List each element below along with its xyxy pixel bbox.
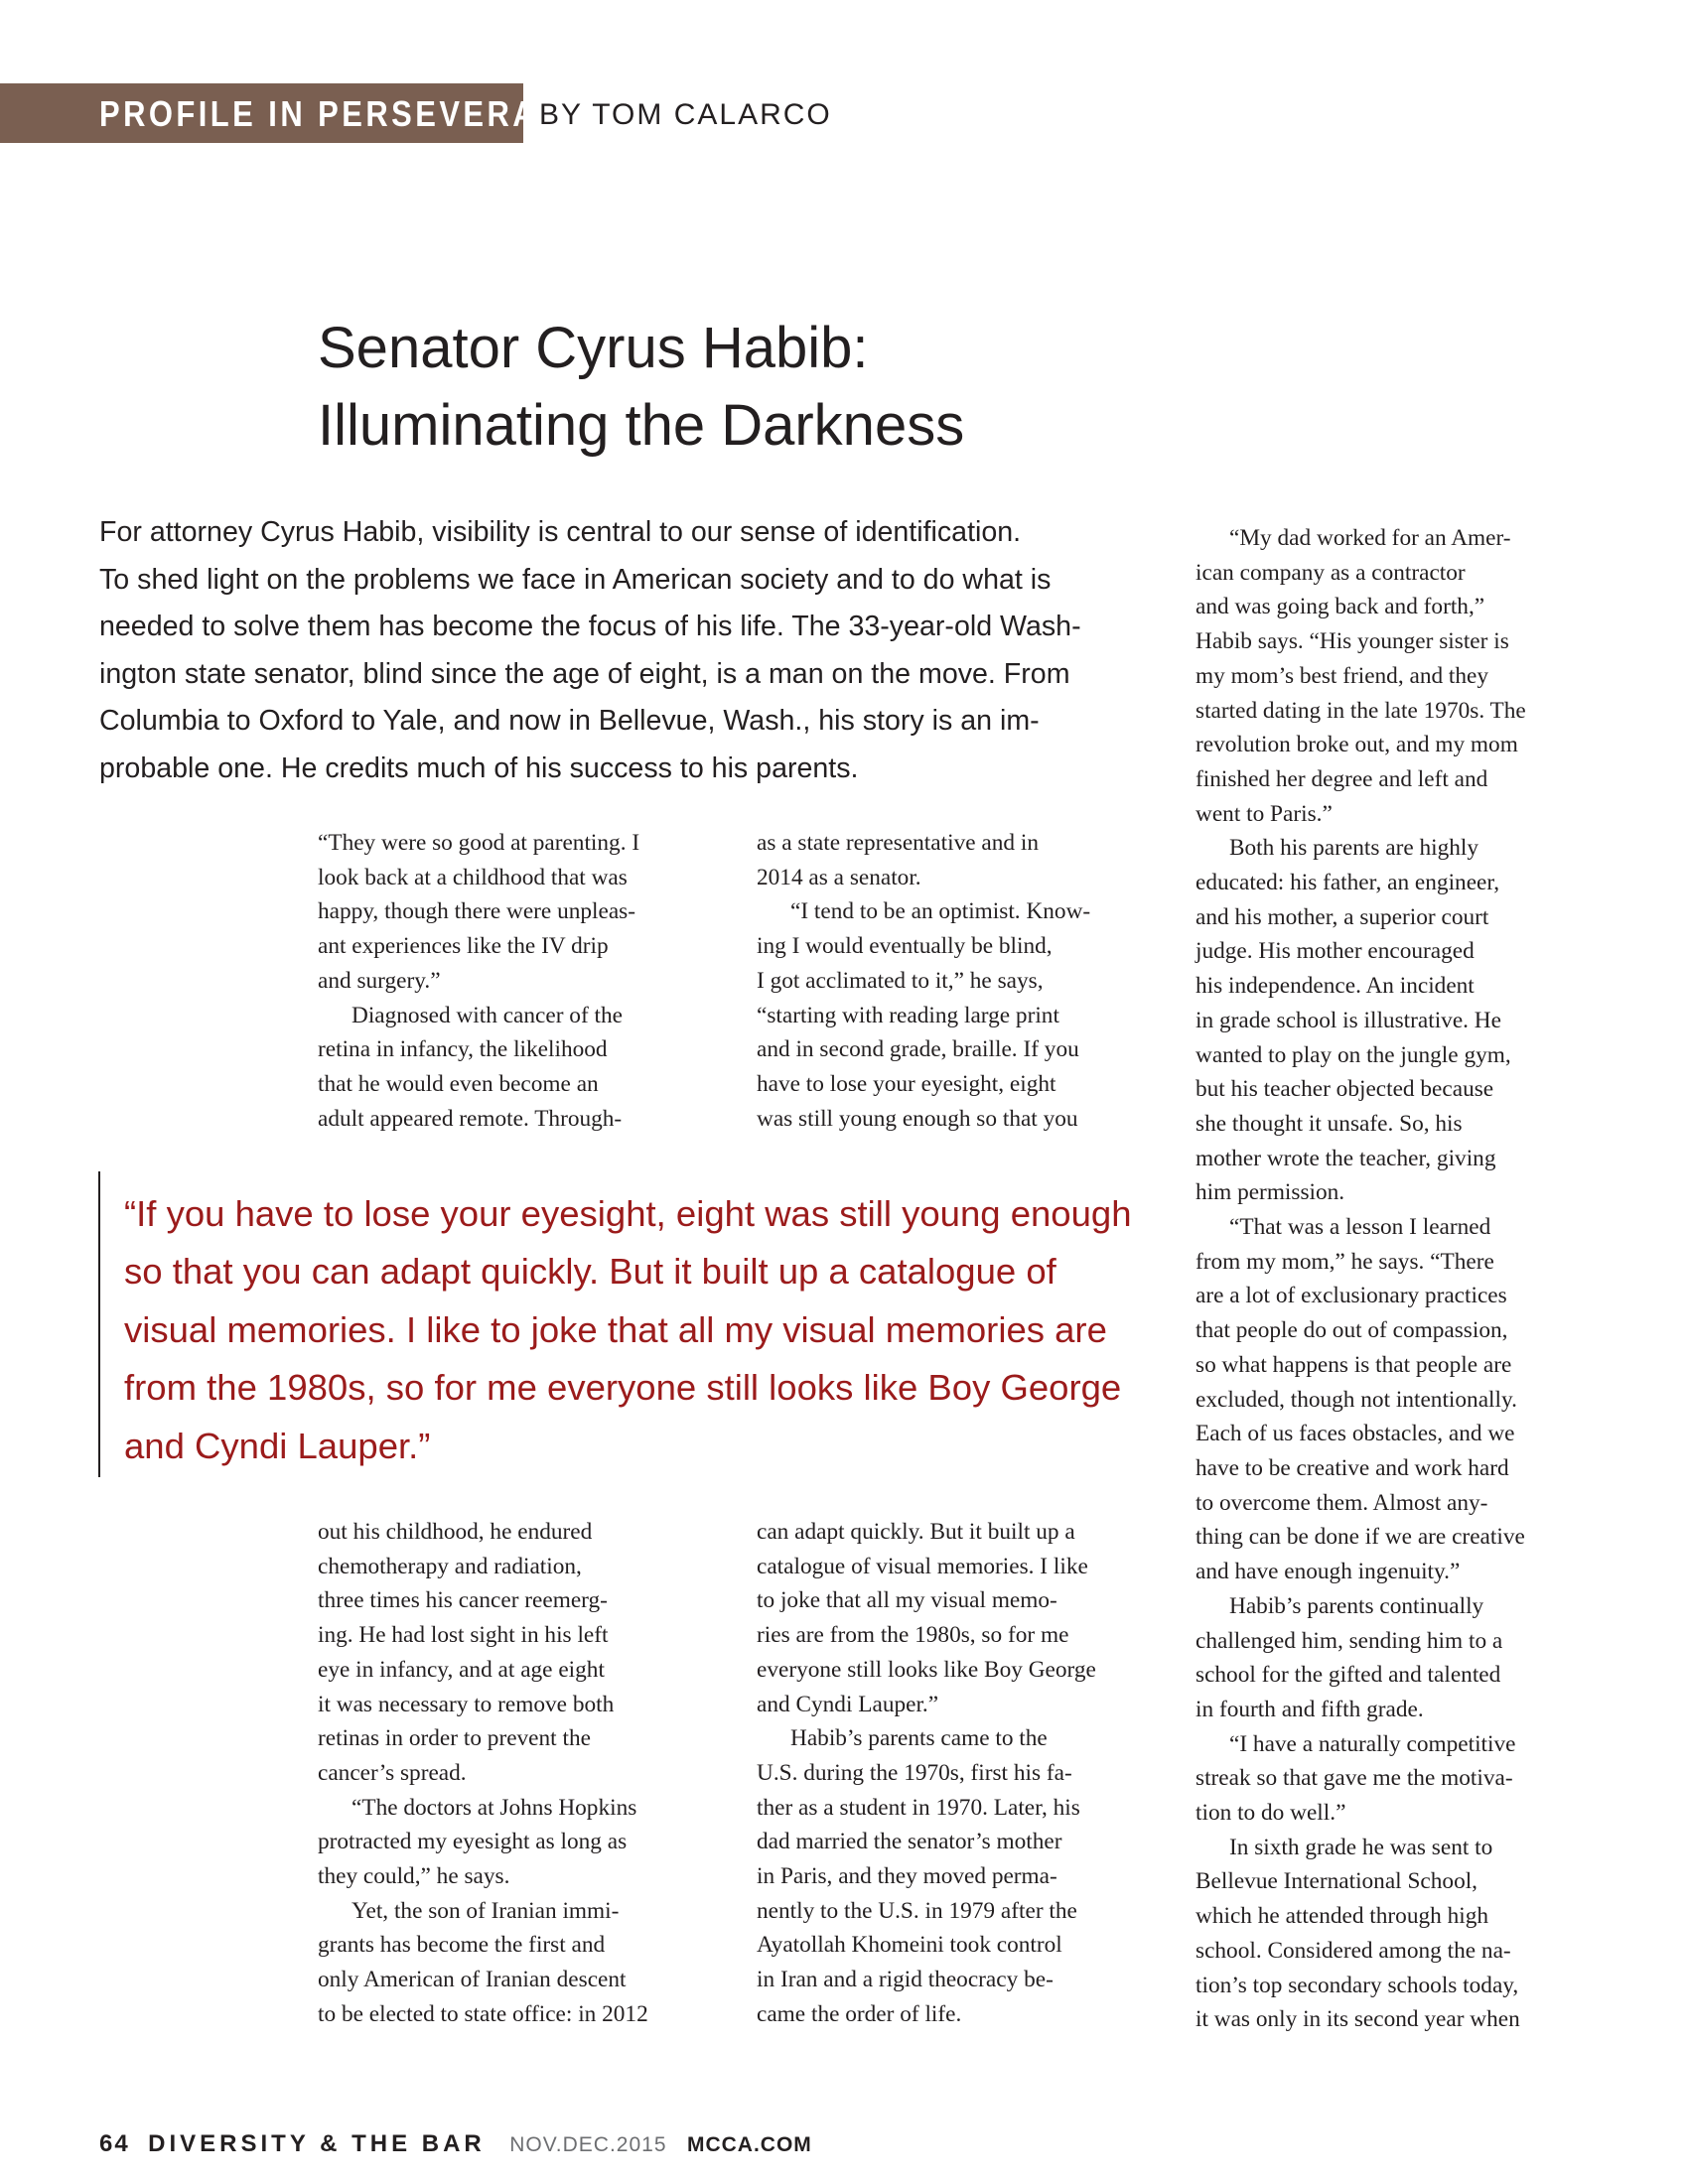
- body-line: have to lose your eyesight, eight: [757, 1070, 1056, 1097]
- body-line: look back at a childhood that was: [318, 864, 628, 890]
- body-line: three times his cancer reemerg-: [318, 1587, 608, 1614]
- body-line: Ayatollah Khomeini took control: [757, 1932, 1062, 1959]
- body-line: mother wrote the teacher, giving: [1196, 1145, 1496, 1171]
- body-line: out his childhood, he endured: [318, 1519, 593, 1545]
- body-line: retina in infancy, the likelihood: [318, 1036, 608, 1063]
- byline: BY TOM CALARCO: [539, 98, 832, 131]
- body-line: only American of Iranian descent: [318, 1967, 627, 1993]
- pull-quote-line: and Cyndi Lauper.”: [124, 1425, 431, 1466]
- body-column-2-bottom: [757, 1515, 1174, 2032]
- website-link[interactable]: MCCA.COM: [686, 2133, 812, 2156]
- deck-line: Columbia to Oxford to Yale, and now in Bellevue, Wash., his story is an im-: [99, 705, 1040, 737]
- body-line: that people do out of compassion,: [1196, 1317, 1508, 1344]
- body-line: and surgery.”: [318, 967, 441, 994]
- body-line: eye in infancy, and at age eight: [318, 1656, 605, 1683]
- body-line: it was necessary to remove both: [318, 1691, 615, 1717]
- body-line: his independence. An incident: [1196, 973, 1475, 1000]
- body-line: chemotherapy and radiation,: [318, 1553, 582, 1579]
- body-line: so what happens is that people are: [1196, 1351, 1512, 1378]
- body-line: ther as a student in 1970. Later, his: [757, 1794, 1080, 1821]
- pull-quote-line: “If you have to lose your eyesight, eight was still young enough: [124, 1193, 1132, 1234]
- body-line: everyone still looks like Boy George: [757, 1656, 1096, 1683]
- body-line: and have enough ingenuity.”: [1196, 1559, 1461, 1585]
- body-line: “The doctors at Johns Hopkins: [352, 1794, 637, 1821]
- body-line: was still young enough so that you: [757, 1105, 1078, 1132]
- body-line: and Cyndi Lauper.”: [757, 1691, 939, 1717]
- body-line: have to be creative and work hard: [1196, 1454, 1509, 1481]
- body-line: which he attended through high: [1196, 1903, 1489, 1930]
- body-line: Habib’s parents continually: [1229, 1592, 1484, 1619]
- deck-line: needed to solve them has become the focus of his life. The 33-year-old Wash-: [99, 611, 1081, 642]
- body-line: “They were so good at parenting. I: [318, 830, 640, 856]
- body-line: grants has become the first and: [318, 1932, 606, 1959]
- body-line: cancer’s spread.: [318, 1759, 467, 1786]
- title-line: Senator Cyrus Habib:: [318, 316, 869, 380]
- body-line: tion to do well.”: [1196, 1800, 1346, 1827]
- body-line: Each of us faces obstacles, and we: [1196, 1421, 1515, 1447]
- body-line: adult appeared remote. Through-: [318, 1105, 623, 1132]
- body-line: “My dad worked for an Amer-: [1229, 525, 1511, 551]
- body-line: revolution broke out, and my mom: [1196, 732, 1518, 758]
- body-line: came the order of life.: [757, 2000, 962, 2027]
- pull-quote-line: visual memories. I like to joke that all my visual memories are: [124, 1308, 1107, 1350]
- body-line: finished her degree and left and: [1196, 765, 1488, 792]
- deck-line: probable one. He credits much of his success to his parents.: [99, 751, 859, 784]
- body-line: to joke that all my visual memo-: [757, 1587, 1057, 1614]
- body-line: retinas in order to prevent the: [318, 1725, 591, 1752]
- section-label: PROFILE IN PERSEVERANCE: [99, 93, 614, 134]
- body-line: challenged him, sending him to a: [1196, 1627, 1503, 1654]
- body-column-3: [1196, 521, 1603, 2037]
- body-line: went to Paris.”: [1196, 800, 1333, 827]
- body-line: to be elected to state office: in 2012: [318, 2000, 648, 2027]
- body-line: streak so that gave me the motiva-: [1196, 1765, 1513, 1792]
- body-line: are a lot of exclusionary practices: [1196, 1283, 1507, 1309]
- body-column-2-top: [757, 826, 1174, 1136]
- pull-quote: [124, 1185, 1177, 1475]
- body-line: that he would even become an: [318, 1070, 599, 1097]
- body-line: my mom’s best friend, and they: [1196, 662, 1489, 689]
- pull-quote-rule: [98, 1171, 100, 1477]
- body-line: Habib’s parents came to the: [790, 1725, 1048, 1752]
- page-number: 64: [99, 2130, 130, 2157]
- pull-quote-line: so that you can adapt quickly. But it built up a catalogue of: [124, 1251, 1056, 1293]
- body-line: “I have a naturally competitive: [1229, 1730, 1516, 1757]
- body-line: in grade school is illustrative. He: [1196, 1007, 1501, 1033]
- body-column-1-top: [318, 826, 735, 1136]
- body-line: tion’s top secondary schools today,: [1196, 1972, 1519, 1998]
- body-line: ries are from the 1980s, so for me: [757, 1622, 1069, 1649]
- body-line: him permission.: [1196, 1179, 1345, 1206]
- body-line: Diagnosed with cancer of the: [352, 1002, 623, 1028]
- deck-line: For attorney Cyrus Habib, visibility is central to our sense of identification.: [99, 516, 1022, 548]
- body-line: school for the gifted and talented: [1196, 1662, 1501, 1689]
- body-line: in Iran and a rigid theocracy be-: [757, 1967, 1054, 1993]
- body-line: dad married the senator’s mother: [757, 1829, 1062, 1855]
- body-line: happy, though there were unpleas-: [318, 898, 636, 925]
- body-line: ing. He had lost sight in his left: [318, 1622, 609, 1649]
- publication-name: DIVERSITY & THE BAR: [148, 2130, 486, 2157]
- body-line: can adapt quickly. But it built up a: [757, 1519, 1075, 1545]
- body-line: to overcome them. Almost any-: [1196, 1489, 1488, 1516]
- article-deck: [99, 509, 1152, 792]
- body-line: Yet, the son of Iranian immi-: [352, 1897, 620, 1924]
- body-line: as a state representative and in: [757, 830, 1039, 856]
- body-line: ican company as a contractor: [1196, 559, 1466, 586]
- issue-date: NOV.DEC.2015: [509, 2133, 667, 2156]
- body-line: it was only in its second year when: [1196, 2006, 1520, 2033]
- body-line: Both his parents are highly: [1229, 835, 1479, 862]
- body-line: but his teacher objected because: [1196, 1076, 1494, 1103]
- body-line: from my mom,” he says. “There: [1196, 1248, 1494, 1275]
- body-line: Bellevue International School,: [1196, 1868, 1478, 1895]
- body-line: and his mother, a superior court: [1196, 903, 1489, 930]
- body-line: and was going back and forth,”: [1196, 594, 1485, 620]
- body-line: ant experiences like the IV drip: [318, 933, 609, 960]
- body-line: thing can be done if we are creative: [1196, 1524, 1525, 1551]
- body-line: excluded, though not intentionally.: [1196, 1386, 1517, 1413]
- pull-quote-line: from the 1980s, so for me everyone still looks like Boy George: [124, 1367, 1122, 1409]
- body-line: wanted to play on the jungle gym,: [1196, 1041, 1511, 1068]
- body-line: in fourth and fifth grade.: [1196, 1696, 1424, 1722]
- body-line: U.S. during the 1970s, first his fa-: [757, 1759, 1072, 1786]
- body-column-1-bottom: [318, 1515, 735, 2032]
- deck-line: To shed light on the problems we face in American society and to do what is: [99, 563, 1052, 596]
- body-line: “I tend to be an optimist. Know-: [790, 898, 1091, 925]
- body-line: Habib says. “His younger sister is: [1196, 628, 1509, 655]
- body-line: nently to the U.S. in 1979 after the: [757, 1897, 1077, 1924]
- article-title: [318, 310, 1410, 465]
- body-line: they could,” he says.: [318, 1863, 510, 1890]
- body-line: in Paris, and they moved perma-: [757, 1863, 1057, 1890]
- body-line: she thought it unsafe. So, his: [1196, 1110, 1463, 1137]
- page-footer: [99, 2126, 812, 2162]
- title-line: Illuminating the Darkness: [318, 393, 965, 458]
- body-line: I got acclimated to it,” he says,: [757, 967, 1044, 994]
- body-line: catalogue of visual memories. I like: [757, 1553, 1088, 1579]
- body-line: “starting with reading large print: [757, 1002, 1059, 1028]
- body-line: protracted my eyesight as long as: [318, 1829, 628, 1855]
- body-line: school. Considered among the na-: [1196, 1937, 1511, 1964]
- body-line: 2014 as a senator.: [757, 864, 921, 890]
- deck-line: ington state senator, blind since the age of eight, is a man on the move. From: [99, 657, 1070, 690]
- body-line: and in second grade, braille. If you: [757, 1036, 1079, 1063]
- body-line: started dating in the late 1970s. The: [1196, 697, 1526, 724]
- body-line: judge. His mother encouraged: [1196, 938, 1475, 965]
- body-line: “That was a lesson I learned: [1229, 1214, 1491, 1241]
- body-line: educated: his father, an engineer,: [1196, 870, 1500, 896]
- body-line: In sixth grade he was sent to: [1229, 1834, 1493, 1860]
- body-line: ing I would eventually be blind,: [757, 933, 1053, 960]
